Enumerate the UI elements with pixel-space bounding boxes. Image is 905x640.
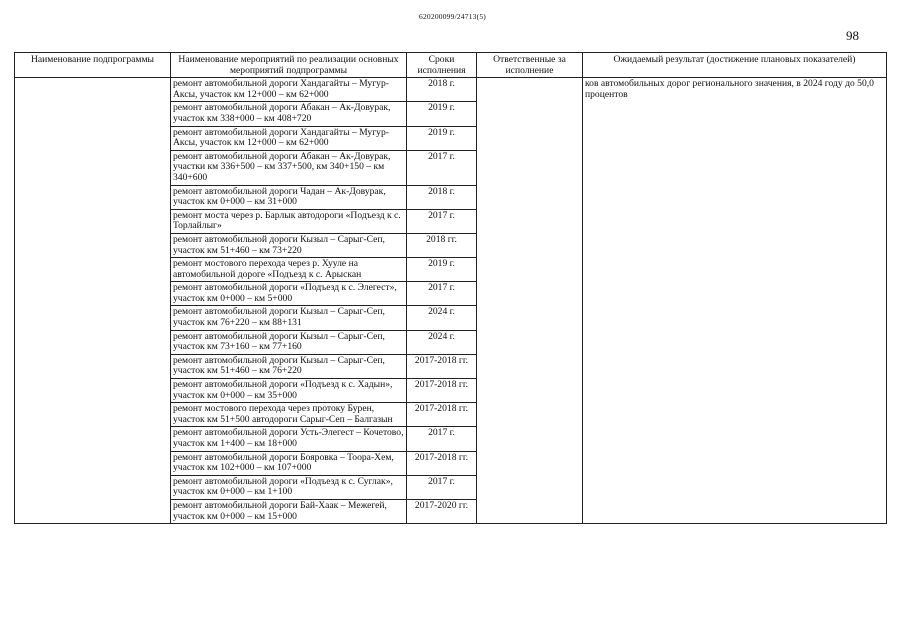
term-cell: 2018 г. [407,185,477,209]
term-cell: 2018 г. [407,78,477,102]
activity-cell: ремонт автомобильной дороги «Подъезд к с. Хадын», участок км 0+000 – км 35+000 [171,379,407,403]
page-number: 98 [846,28,859,43]
activity-cell: ремонт моста через р. Барлык автодороги «Подъезд к с. Торлайлыг» [171,209,407,233]
term-cell: 2019 г. [407,258,477,282]
activity-cell: ремонт мостового перехода через протоку Бурен, участок км 51+500 автодороги Сарыг-Сеп – Балгазын [171,403,407,427]
activity-cell: ремонт автомобильной дороги Абакан – Ак-Довурак, участки км 336+500 – км 337+500, км 340+150 – км 340+600 [171,150,407,185]
activity-cell: ремонт автомобильной дороги «Подъезд к с. Элегест», участок км 0+000 – км 5+000 [171,282,407,306]
term-cell: 2024 г. [407,306,477,330]
activity-cell: ремонт мостового перехода через р. Хууле на автомобильной дороге «Подъезд к с. Арыскан [171,258,407,282]
activity-cell: ремонт автомобильной дороги «Подъезд к с. Суглак», участок км 0+000 – км 1+100 [171,475,407,499]
activity-cell: ремонт автомобильной дороги Бояровка – Тоора-Хем, участок км 102+000 – км 107+000 [171,451,407,475]
term-cell: 2017 г. [407,427,477,451]
term-cell: 2019 г. [407,102,477,126]
term-cell: 2024 г. [407,330,477,354]
header-expected-result: Ожидаемый результат (достижение плановых показателей) [583,53,887,78]
activity-cell: ремонт автомобильной дороги Бай-Хаак – Межегей, участок км 0+000 – км 15+000 [171,499,407,523]
term-cell: 2019 г. [407,126,477,150]
term-cell: 2017-2018 гг. [407,403,477,427]
activity-cell: ремонт автомобильной дороги Кызыл – Сарыг-Сеп, участок км 76+220 – км 88+131 [171,306,407,330]
program-table [14,52,887,524]
term-cell: 2017 г. [407,282,477,306]
activity-cell: ремонт автомобильной дороги Хандагайты – Мугур-Аксы, участок км 12+000 – км 62+000 [171,126,407,150]
expected-result-cell: ков автомобильных дорог регионального значения, в 2024 году до 50,0 процентов [583,78,887,524]
document-id: 620200099/24713(5) [419,12,486,21]
activity-cell: ремонт автомобильной дороги Чадан – Ак-Довурак, участок км 0+000 – км 31+000 [171,185,407,209]
responsible-cell [477,78,583,524]
activity-cell: ремонт автомобильной дороги Усть-Элегест – Кочетово, участок км 1+400 – км 18+000 [171,427,407,451]
term-cell: 2018 гг. [407,233,477,257]
table-row [15,78,887,102]
activity-cell: ремонт автомобильной дороги Кызыл – Сарыг-Сеп, участок км 51+460 – км 73+220 [171,233,407,257]
header-subprogram: Наименование подпрограммы [15,53,171,78]
term-cell: 2017-2020 гг. [407,499,477,523]
header-responsible: Ответственные за исполнение [477,53,583,78]
activity-cell: ремонт автомобильной дороги Кызыл – Сарыг-Сеп, участок км 51+460 – км 76+220 [171,354,407,378]
term-cell: 2017 г. [407,209,477,233]
term-cell: 2017-2018 гг. [407,354,477,378]
term-cell: 2017 г. [407,150,477,185]
term-cell: 2017 г. [407,475,477,499]
activity-cell: ремонт автомобильной дороги Абакан – Ак-Довурак, участок км 338+000 – км 408+720 [171,102,407,126]
term-cell: 2017-2018 гг. [407,379,477,403]
table-body [15,78,887,524]
term-cell: 2017-2018 гг. [407,451,477,475]
activity-cell: ремонт автомобильной дороги Хандагайты – Мугур-Аксы, участок км 12+000 – км 62+000 [171,78,407,102]
header-row [15,53,887,78]
subprogram-cell [15,78,171,524]
header-activities: Наименование мероприятий по реализации основных мероприятий подпрограммы [171,53,407,78]
header-terms: Сроки исполнения [407,53,477,78]
activity-cell: ремонт автомобильной дороги Кызыл – Сарыг-Сеп, участок км 73+160 – км 77+160 [171,330,407,354]
